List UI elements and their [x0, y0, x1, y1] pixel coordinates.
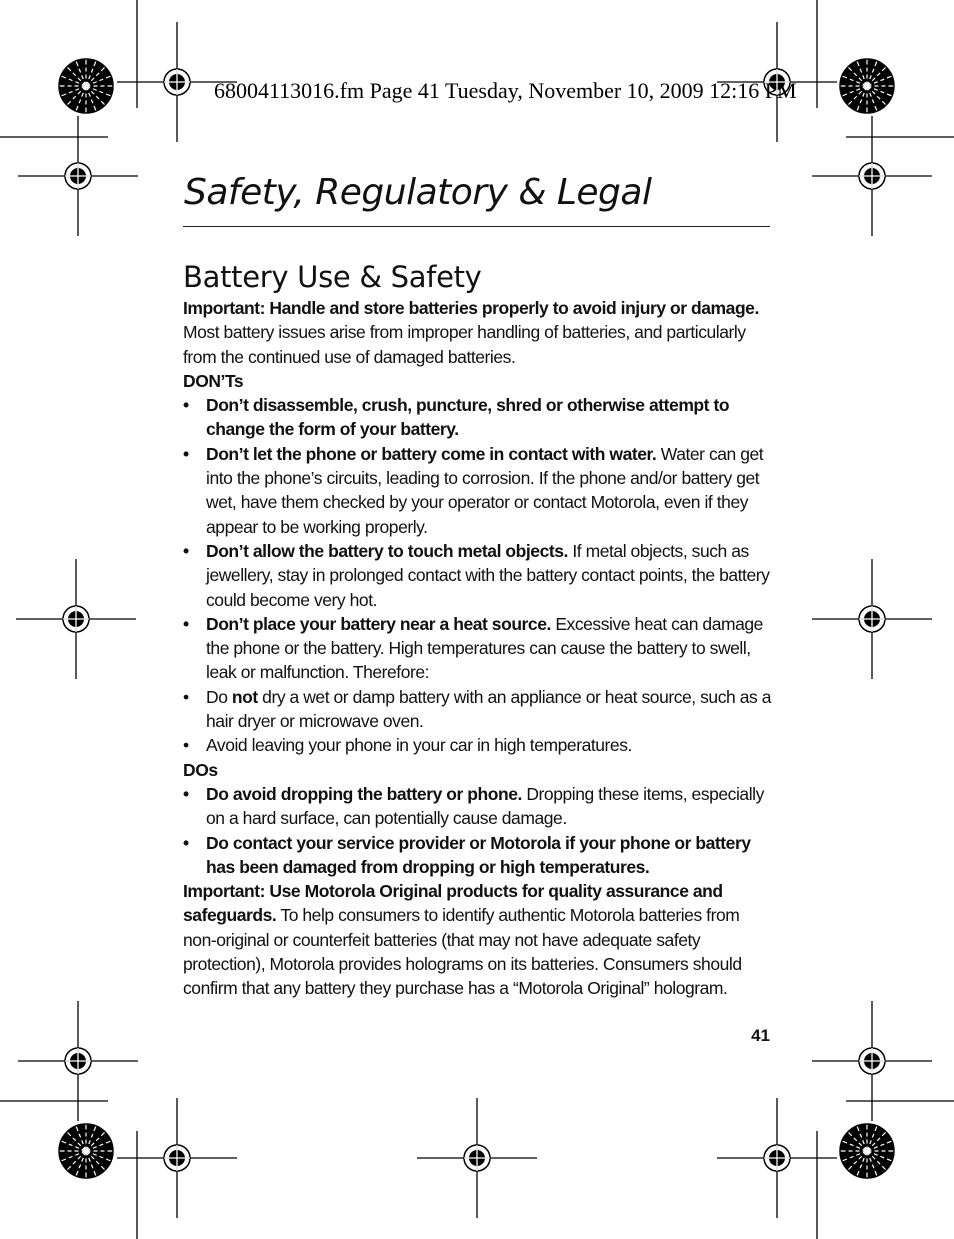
- item-text: Dropping these items, especially on a hard surface, can potentially cause damage.: [206, 783, 764, 829]
- bullet-icon: •: [183, 395, 189, 416]
- list-item: [183, 539, 773, 612]
- heading-battery-use-safety: Battery Use & Safety: [183, 260, 482, 294]
- bullet-icon: •: [183, 783, 189, 804]
- item-text: Avoid leaving your phone in your car in high temperatures.: [206, 735, 632, 756]
- item-bold: not: [231, 686, 258, 707]
- list-item: [183, 831, 773, 880]
- intro-paragraph: [183, 296, 773, 369]
- list-item: [183, 393, 773, 442]
- intro-text: Most battery issues arise from improper handling of batteries, and particularly from the continued use of damaged batteries.: [183, 322, 746, 367]
- page-number: 41: [751, 1026, 770, 1045]
- item-bold: Do avoid dropping the battery or phone.: [206, 783, 522, 804]
- donts-list: [183, 393, 773, 757]
- page-content: [183, 258, 773, 1001]
- title-rule: [183, 226, 770, 227]
- closing-paragraph: [183, 879, 773, 1000]
- item-text: Excessive heat can damage the phone or the battery. High temperatures can cause the battery to swell, leak or malfunction. Therefore:: [206, 613, 763, 683]
- bullet-icon: •: [183, 686, 189, 707]
- list-item: [183, 782, 773, 831]
- list-item: [183, 442, 773, 539]
- item-text: Water can get into the phone’s circuits, leading to corrosion. If the phone and/or battery get wet, have them checked by your operator or contact Motorola, even if they appear to be working properly.: [206, 443, 764, 537]
- list-item: [183, 612, 773, 685]
- dos-label: DOs: [183, 759, 218, 780]
- print-slug-header: 68004113016.fm Page 41 Tuesday, November 10, 2009 12:16 PM: [214, 78, 797, 103]
- section-title: Safety, Regulatory & Legal: [184, 172, 652, 213]
- item-bold: Don’t allow the battery to touch metal objects.: [206, 540, 568, 561]
- item-bold: Do contact your service provider or Motorola if your phone or battery has been damaged from dropping or high temperatures.: [206, 832, 751, 877]
- item-bold: Don’t place your battery near a heat source.: [206, 613, 551, 634]
- item-text: If metal objects, such as jewellery, stay in prolonged contact with the battery contact points, the battery could become very hot.: [206, 540, 770, 610]
- bullet-icon: •: [183, 735, 189, 756]
- bullet-icon: •: [183, 443, 189, 464]
- list-item: [183, 685, 773, 734]
- intro-important: Important: Handle and store batteries properly to avoid injury or damage.: [183, 298, 759, 318]
- bullet-icon: •: [183, 540, 189, 561]
- bullet-icon: •: [183, 613, 189, 634]
- item-text: dry a wet or damp battery with an appliance or heat source, such as a hair dryer or microwave oven.: [206, 686, 771, 732]
- closing-important: Important: Use Motorola Original products for quality assurance and safeguards.: [183, 881, 723, 926]
- bullet-icon: •: [183, 832, 189, 853]
- item-bold: Don’t let the phone or battery come in contact with water.: [206, 443, 657, 464]
- list-item: [183, 733, 773, 757]
- closing-text: To help consumers to identify authentic Motorola batteries from non-original or counterfeit batteries (that may not have adequate safety protection), Motorola provides holograms on its batteries. Consumers should confirm that any battery they purchase has a “Motorola Original” hologram.: [183, 905, 742, 999]
- donts-label: DON’Ts: [183, 370, 244, 391]
- item-bold: Don’t disassemble, crush, puncture, shred or otherwise attempt to change the form of your battery.: [206, 395, 730, 440]
- item-pre: Do: [206, 686, 232, 707]
- dos-list: [183, 782, 773, 879]
